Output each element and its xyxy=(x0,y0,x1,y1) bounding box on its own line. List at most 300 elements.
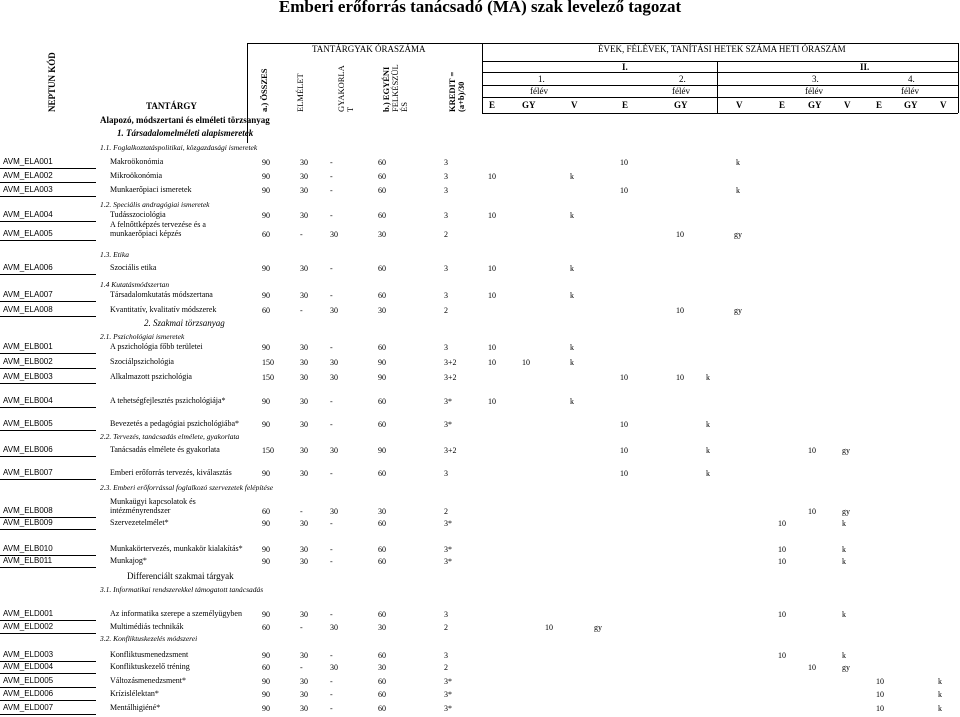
header-bottom-rule xyxy=(482,113,958,114)
code-underline xyxy=(0,479,96,480)
col-v-s3: V xyxy=(844,100,851,110)
subject-name: Munkaerőpiaci ismeretek xyxy=(110,185,192,194)
hours-self-study: 60 xyxy=(378,172,386,181)
felev-label: félév xyxy=(672,86,690,96)
section-alapozo: Alapozó, módszertani és elméleti törzsanyag xyxy=(100,115,270,125)
semester-value: k xyxy=(938,690,942,699)
code-underline xyxy=(0,353,96,354)
semester-value: 10 xyxy=(876,704,884,713)
subject-code: AVM_ELD002 xyxy=(3,622,54,631)
semester-value: gy xyxy=(842,446,850,455)
hours-total: 60 xyxy=(262,230,270,239)
hours-total: 150 xyxy=(262,358,274,367)
col-gy-s1: GY xyxy=(522,100,536,110)
semester-value: k xyxy=(842,545,846,554)
semester-2-label: 2. xyxy=(679,74,686,84)
semester-value: k xyxy=(570,264,574,273)
section-1: 1. Társadalomelméleti alapismeretek xyxy=(117,128,254,138)
hours-lecture: 30 xyxy=(300,610,308,619)
semester-value: gy xyxy=(734,230,742,239)
header-col-rule xyxy=(717,61,718,113)
subject-code: AVM_ELA007 xyxy=(3,290,53,299)
credit: 3 xyxy=(444,651,448,660)
semester-value: gy xyxy=(842,507,850,516)
hours-lecture: - xyxy=(300,230,303,239)
code-underline xyxy=(0,700,96,701)
hours-practice: - xyxy=(330,420,333,429)
osszes-header: a.) ÖSSZES xyxy=(259,68,269,112)
semester-value: k xyxy=(736,186,740,195)
hours-practice: - xyxy=(330,172,333,181)
col-gy-s4: GY xyxy=(904,100,918,110)
credit: 2 xyxy=(444,230,448,239)
code-underline xyxy=(0,620,96,621)
hours-practice: - xyxy=(330,469,333,478)
section-differencialt: Differenciált szakmai tárgyak xyxy=(127,571,234,581)
credit: 3+2 xyxy=(444,373,457,382)
subject-code: AVM_ELB005 xyxy=(3,419,53,428)
subject-name: Szociálpszichológia xyxy=(110,357,174,366)
hours-lecture: 30 xyxy=(300,172,308,181)
semester-value: gy xyxy=(734,306,742,315)
semester-value: 10 xyxy=(488,343,496,352)
credit: 3* xyxy=(444,704,452,713)
hours-total: 90 xyxy=(262,651,270,660)
subject-name: Munkaügyi kapcsolatok és xyxy=(110,497,196,506)
code-underline xyxy=(0,368,96,369)
col-e-s1: E xyxy=(489,100,496,110)
hours-lecture: - xyxy=(300,623,303,632)
evek-felevek-header: ÉVEK, FÉLÉVEK, TANÍTÁSI HETEK SZÁMA HETI ÓRASZÁM xyxy=(598,44,846,54)
semester-value: k xyxy=(842,651,846,660)
hours-lecture: 30 xyxy=(300,291,308,300)
semester-value: k xyxy=(570,211,574,220)
subject-code: AVM_ELB003 xyxy=(3,372,53,381)
hours-practice: - xyxy=(330,343,333,352)
subject-code: AVM_ELD007 xyxy=(3,703,54,712)
semester-value: 10 xyxy=(488,211,496,220)
hours-total: 60 xyxy=(262,623,270,632)
elmelet-header: ELMÉLET xyxy=(295,73,305,112)
semester-value: 10 xyxy=(808,663,816,672)
col-v-s2: V xyxy=(736,100,743,110)
hours-total: 90 xyxy=(262,704,270,713)
semester-value: k xyxy=(842,557,846,566)
subject-name: Szervezetelmélet* xyxy=(110,518,169,527)
semester-value: 10 xyxy=(808,446,816,455)
subject-name: Alkalmazott pszichológia xyxy=(110,372,192,381)
hours-lecture: 30 xyxy=(300,186,308,195)
hours-lecture: 30 xyxy=(300,358,308,367)
subject-name: Szociális etika xyxy=(110,263,157,272)
hours-practice: - xyxy=(330,545,333,554)
subject-name: Krízislélektan* xyxy=(110,689,159,698)
hours-total: 90 xyxy=(262,690,270,699)
semester-value: 10 xyxy=(522,358,530,367)
hours-lecture: 30 xyxy=(300,704,308,713)
semester-value: 10 xyxy=(778,651,786,660)
code-underline xyxy=(0,529,96,530)
credit: 3+2 xyxy=(444,446,457,455)
col-v-s4: V xyxy=(940,100,947,110)
subject-code: AVM_ELA004 xyxy=(3,210,53,219)
hours-practice: - xyxy=(330,704,333,713)
credit: 2 xyxy=(444,306,448,315)
semester-value: 10 xyxy=(808,507,816,516)
hours-total: 90 xyxy=(262,420,270,429)
hours-total: 90 xyxy=(262,186,270,195)
semester-value: 10 xyxy=(778,545,786,554)
hours-self-study: 60 xyxy=(378,420,386,429)
tantargy-header: TANTÁRGY xyxy=(146,101,197,111)
semester-value: 10 xyxy=(620,420,628,429)
page-title: Emberi erőforrás tanácsadó (MA) szak levelező tagozat xyxy=(278,0,682,16)
hours-practice: 30 xyxy=(330,230,338,239)
subject-code: AVM_ELD006 xyxy=(3,689,54,698)
credit: 2 xyxy=(444,623,448,632)
hours-self-study: 60 xyxy=(378,651,386,660)
col-gy-s3: GY xyxy=(808,100,822,110)
semester-value: k xyxy=(938,704,942,713)
hours-practice: 30 xyxy=(330,507,338,516)
col-e-s4: E xyxy=(876,100,883,110)
subject-code: AVM_ELA008 xyxy=(3,305,53,314)
hours-self-study: 60 xyxy=(378,704,386,713)
hours-self-study: 60 xyxy=(378,158,386,167)
hours-total: 90 xyxy=(262,610,270,619)
hours-lecture: 30 xyxy=(300,545,308,554)
section-2: 2. Szakmai törzsanyag xyxy=(144,318,225,328)
subject-code: AVM_ELA001 xyxy=(3,157,53,166)
subject-name: Multimédiás technikák xyxy=(110,622,184,631)
hours-practice: - xyxy=(330,557,333,566)
credit: 3* xyxy=(444,397,452,406)
header-sem-rule xyxy=(482,85,958,86)
code-underline xyxy=(0,714,96,715)
semester-value: 10 xyxy=(778,557,786,566)
hours-total: 90 xyxy=(262,677,270,686)
credit: 3 xyxy=(444,211,448,220)
code-underline xyxy=(0,430,96,431)
hours-self-study: 60 xyxy=(378,211,386,220)
subject-name: Emberi erőforrás tervezés, kiválasztás xyxy=(110,468,232,477)
code-underline xyxy=(0,168,96,169)
subject-name: Mikroökonómia xyxy=(110,171,162,180)
semester-value: 10 xyxy=(620,469,628,478)
semester-value: k xyxy=(570,291,574,300)
subject-name: A pszichológia főbb területei xyxy=(110,342,203,351)
hours-total: 90 xyxy=(262,557,270,566)
hours-lecture: - xyxy=(300,507,303,516)
subject-name: Bevezetés a pedagógiai pszichológiába* xyxy=(110,419,240,428)
section-1-4: 1.4 Kutatásmódszertan xyxy=(100,280,170,289)
semester-value: 10 xyxy=(488,358,496,367)
subject-code: AVM_ELA006 xyxy=(3,263,53,272)
hours-self-study: 60 xyxy=(378,519,386,528)
col-e-s3: E xyxy=(779,100,786,110)
semester-value: k xyxy=(842,610,846,619)
subject-code: AVM_ELD001 xyxy=(3,609,54,618)
kredit-header: KREDIT = (a+b)/30 xyxy=(447,71,466,112)
credit: 3 xyxy=(444,469,448,478)
hours-practice: - xyxy=(330,677,333,686)
subject-code: AVM_ELB008 xyxy=(3,506,53,515)
credit: 3 xyxy=(444,158,448,167)
semester-value: gy xyxy=(842,663,850,672)
hours-total: 90 xyxy=(262,397,270,406)
section-2-2: 2.2. Tervezés, tanácsadás elmélete, gyakorlata xyxy=(100,432,240,441)
year-2-label: II. xyxy=(860,62,870,72)
hours-lecture: 30 xyxy=(300,211,308,220)
section-3-1: 3.1. Informatikai rendszerekkel támogatott tanácsadás xyxy=(100,585,264,594)
hours-total: 90 xyxy=(262,469,270,478)
subject-code: AVM_ELB002 xyxy=(3,357,53,366)
hours-lecture: 30 xyxy=(300,519,308,528)
hours-self-study: 90 xyxy=(378,358,386,367)
subject-code: AVM_ELB011 xyxy=(3,556,53,565)
subject-code: AVM_ELD003 xyxy=(3,650,54,659)
hours-self-study: 60 xyxy=(378,677,386,686)
col-e-s2: E xyxy=(622,100,629,110)
header-year-rule xyxy=(482,72,958,73)
semester-value: k xyxy=(842,519,846,528)
subject-name: Tudásszociológia xyxy=(110,210,166,219)
hours-practice: - xyxy=(330,610,333,619)
subject-code: AVM_ELB010 xyxy=(3,544,53,553)
semester-value: 10 xyxy=(620,158,628,167)
code-underline xyxy=(0,274,96,275)
semester-value: k xyxy=(570,343,574,352)
hours-practice: - xyxy=(330,651,333,660)
credit: 3 xyxy=(444,343,448,352)
hours-practice: 30 xyxy=(330,663,338,672)
semester-3-label: 3. xyxy=(812,74,819,84)
hours-self-study: 60 xyxy=(378,264,386,273)
subject-code: AVM_ELB006 xyxy=(3,445,53,454)
subject-name: Munkakörtervezés, munkakör kialakítás* xyxy=(110,544,243,553)
header-felev-rule xyxy=(482,97,958,98)
semester-value: 10 xyxy=(620,446,628,455)
subject-name: Az informatika szerepe a személyügyben xyxy=(110,609,242,618)
hours-practice: - xyxy=(330,264,333,273)
hours-practice: - xyxy=(330,690,333,699)
code-underline xyxy=(0,567,96,568)
semester-value: 10 xyxy=(488,172,496,181)
credit: 2 xyxy=(444,663,448,672)
hours-self-study: 90 xyxy=(378,373,386,382)
subject-name: Konfliktuskezelő tréning xyxy=(110,662,190,671)
hours-total: 60 xyxy=(262,306,270,315)
subject-name: Konfliktusmenedzsment xyxy=(110,650,189,659)
semester-value: 10 xyxy=(545,623,553,632)
hours-self-study: 60 xyxy=(378,397,386,406)
semester-value: 10 xyxy=(676,230,684,239)
subject-code: AVM_ELD005 xyxy=(3,676,54,685)
hours-total: 90 xyxy=(262,172,270,181)
hours-total: 150 xyxy=(262,373,274,382)
hours-self-study: 30 xyxy=(378,230,386,239)
subject-code: AVM_ELA003 xyxy=(3,185,53,194)
semester-value: k xyxy=(570,358,574,367)
hours-self-study: 60 xyxy=(378,610,386,619)
credit: 3* xyxy=(444,420,452,429)
hours-lecture: 30 xyxy=(300,677,308,686)
hours-lecture: 30 xyxy=(300,557,308,566)
hours-total: 90 xyxy=(262,211,270,220)
code-underline xyxy=(0,240,96,241)
col-v-s1: V xyxy=(571,100,578,110)
hours-lecture: 30 xyxy=(300,690,308,699)
neptun-kod-header: NEPTUN KÓD xyxy=(47,52,57,112)
hours-total: 60 xyxy=(262,507,270,516)
subject-code: AVM_ELB009 xyxy=(3,518,53,527)
hours-practice: 30 xyxy=(330,358,338,367)
semester-value: k xyxy=(706,469,710,478)
header-sub-rule xyxy=(482,61,958,62)
semester-value: k xyxy=(736,158,740,167)
code-underline xyxy=(0,301,96,302)
tantargyak-oraszama-header: TANTÁRGYAK ÓRASZÁMA xyxy=(312,44,426,54)
credit: 3 xyxy=(444,610,448,619)
subject-name: Kvantitatív, kvalitatív módszerek xyxy=(110,305,217,314)
hours-total: 90 xyxy=(262,343,270,352)
subject-name: munkaerőpiaci képzés xyxy=(110,229,182,238)
hours-lecture: 30 xyxy=(300,469,308,478)
hours-practice: 30 xyxy=(330,373,338,382)
semester-value: k xyxy=(938,677,942,686)
section-3-2: 3.2. Konfliktuskezelés módszerei xyxy=(100,634,198,643)
semester-value: k xyxy=(570,397,574,406)
hours-lecture: 30 xyxy=(300,651,308,660)
semester-1-label: 1. xyxy=(538,74,545,84)
semester-value: 10 xyxy=(778,519,786,528)
semester-value: 10 xyxy=(488,264,496,273)
code-underline xyxy=(0,182,96,183)
felev-label: félév xyxy=(901,86,919,96)
semester-value: gy xyxy=(594,623,602,632)
credit: 3* xyxy=(444,545,452,554)
hours-self-study: 60 xyxy=(378,291,386,300)
credit: 3 xyxy=(444,186,448,195)
hours-practice: 30 xyxy=(330,446,338,455)
header-col-rule xyxy=(482,43,483,113)
hours-practice: - xyxy=(330,158,333,167)
felev-label: félév xyxy=(530,86,548,96)
section-1-1: 1.1. Foglalkoztatáspolitikai, közgazdasági ismeretek xyxy=(100,143,258,152)
subject-code: AVM_ELA002 xyxy=(3,171,53,180)
subject-name: intézményrendszer xyxy=(110,506,171,515)
code-underline xyxy=(0,316,96,317)
hours-practice: - xyxy=(330,186,333,195)
subject-code: AVM_ELB007 xyxy=(3,468,53,477)
semester-value: 10 xyxy=(778,610,786,619)
hours-total: 90 xyxy=(262,545,270,554)
credit: 3 xyxy=(444,264,448,273)
hours-self-study: 60 xyxy=(378,469,386,478)
credit: 3 xyxy=(444,172,448,181)
semester-value: 10 xyxy=(488,397,496,406)
hours-practice: - xyxy=(330,519,333,528)
subject-code: AVM_ELA005 xyxy=(3,229,53,238)
hours-total: 90 xyxy=(262,291,270,300)
hours-total: 150 xyxy=(262,446,274,455)
credit: 3* xyxy=(444,677,452,686)
section-2-3: 2.3. Emberi erőforrással foglalkozó szervezetek felépítése xyxy=(100,483,274,492)
semester-value: k xyxy=(570,172,574,181)
hours-lecture: 30 xyxy=(300,420,308,429)
section-1-2: 1.2. Speciális andragógiai ismeretek xyxy=(100,200,210,209)
credit: 3* xyxy=(444,690,452,699)
semester-value: 10 xyxy=(620,186,628,195)
subject-code: AVM_ELB004 xyxy=(3,396,53,405)
year-1-label: I. xyxy=(622,62,628,72)
code-underline xyxy=(0,407,96,408)
hours-self-study: 30 xyxy=(378,507,386,516)
code-underline xyxy=(0,196,96,197)
hours-self-study: 30 xyxy=(378,623,386,632)
subject-name: A felnőttképzés tervezése és a xyxy=(110,220,206,229)
hours-total: 90 xyxy=(262,519,270,528)
credit: 3+2 xyxy=(444,358,457,367)
credit: 2 xyxy=(444,507,448,516)
semester-4-label: 4. xyxy=(908,74,915,84)
hours-self-study: 30 xyxy=(378,663,386,672)
hours-self-study: 60 xyxy=(378,557,386,566)
subject-name: Munkajog* xyxy=(110,556,147,565)
semester-value: 10 xyxy=(488,291,496,300)
hours-lecture: - xyxy=(300,306,303,315)
subject-name: Társadalomkutatás módszertana xyxy=(110,290,213,299)
hours-self-study: 60 xyxy=(378,186,386,195)
hours-total: 90 xyxy=(262,264,270,273)
semester-value: 10 xyxy=(620,373,628,382)
semester-value: 10 xyxy=(676,373,684,382)
subject-name: A tehetségfejlesztés pszichológiája* xyxy=(110,396,226,405)
subject-name: Mentálhigiéné* xyxy=(110,703,161,712)
hours-total: 60 xyxy=(262,663,270,672)
code-underline xyxy=(0,673,96,674)
section-2-1: 2.1. Pszichológiai ismeretek xyxy=(100,332,185,341)
gyakorlat-header: GYAKORLA T xyxy=(336,65,355,112)
hours-practice: 30 xyxy=(330,623,338,632)
subject-name: Változásmenedzsment* xyxy=(110,676,186,685)
col-gy-s2: GY xyxy=(674,100,688,110)
semester-value: 10 xyxy=(876,690,884,699)
felev-label: félév xyxy=(805,86,823,96)
hours-self-study: 90 xyxy=(378,446,386,455)
code-underline xyxy=(0,633,96,634)
subject-name: Makroökonómia xyxy=(110,157,164,166)
hours-practice: 30 xyxy=(330,306,338,315)
hours-lecture: 30 xyxy=(300,343,308,352)
semester-value: k xyxy=(706,420,710,429)
header-col-rule xyxy=(958,43,959,113)
section-1-3: 1.3. Etika xyxy=(100,250,129,259)
hours-practice: - xyxy=(330,397,333,406)
semester-value: k xyxy=(706,446,710,455)
subject-code: AVM_ELB001 xyxy=(3,342,53,351)
hours-self-study: 60 xyxy=(378,545,386,554)
hours-lecture: 30 xyxy=(300,397,308,406)
semester-value: 10 xyxy=(876,677,884,686)
hours-self-study: 30 xyxy=(378,306,386,315)
hours-lecture: - xyxy=(300,663,303,672)
hours-lecture: 30 xyxy=(300,446,308,455)
credit: 3* xyxy=(444,557,452,566)
semester-value: 10 xyxy=(676,306,684,315)
hours-self-study: 60 xyxy=(378,690,386,699)
hours-lecture: 30 xyxy=(300,264,308,273)
